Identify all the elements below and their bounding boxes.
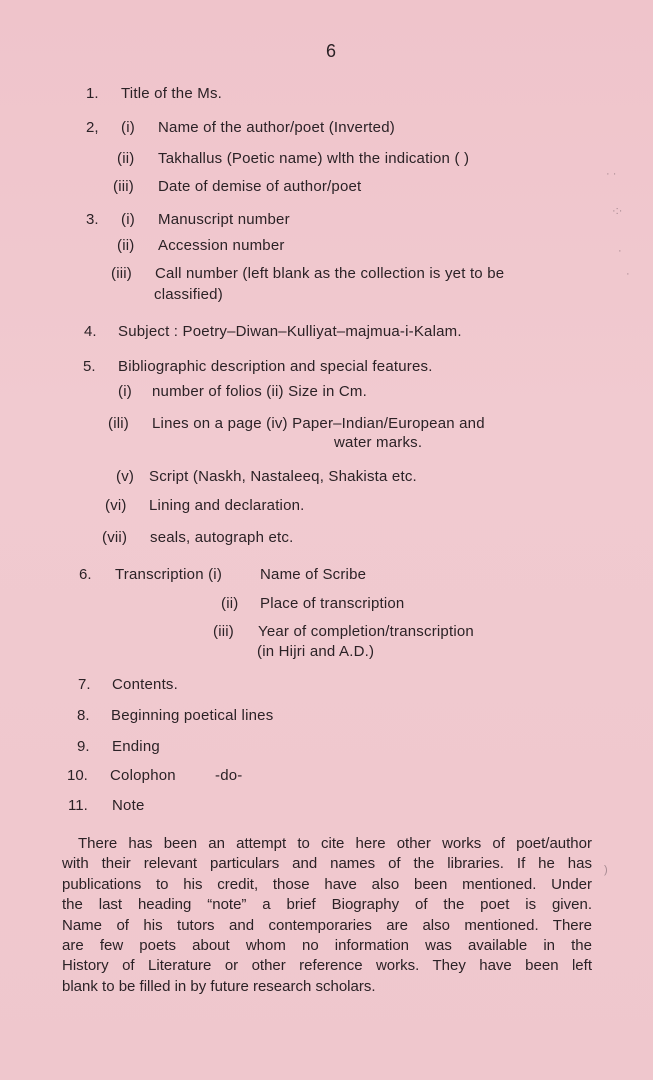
- item-5-i-text: number of folios (ii) Size in Cm.: [152, 383, 367, 400]
- item-5-v-text: Script (Naskh, Nastaleeq, Shakista etc.: [149, 468, 417, 485]
- item-11-number: 11.: [68, 797, 88, 814]
- item-6-number: 6.: [79, 566, 92, 583]
- item-9-text: Ending: [112, 738, 160, 755]
- scan-speck: ·:·: [612, 205, 623, 217]
- item-10-text: Colophon: [110, 767, 176, 784]
- page-number: 6: [326, 41, 337, 61]
- item-9-number: 9.: [77, 738, 90, 755]
- paragraph-line: with their relevant particulars and names of the libraries. If he has: [62, 855, 592, 873]
- item-10-number: 10.: [67, 767, 88, 784]
- item-5-i-number: (i): [118, 383, 132, 400]
- item-2-ii-number: (ii): [117, 150, 135, 167]
- paragraph-line: the last heading “note” a brief Biography of the poet is given.: [62, 896, 592, 914]
- paragraph-line: publications to his credit, those have also been mentioned. Under: [62, 875, 592, 893]
- item-3-ii-text: Accession number: [158, 237, 285, 254]
- item-5-iii-text: Lines on a page (iv) Paper–Indian/European and: [152, 415, 485, 432]
- item-5-vii-number: (vii): [102, 529, 128, 546]
- item-1-text: Title of the Ms.: [121, 85, 223, 102]
- item-5-vi-text: Lining and declaration.: [149, 497, 305, 514]
- item-2-ii-text: Takhallus (Poetic name) wlth the indication ( ): [158, 150, 470, 167]
- item-4-text: Subject : Poetry–Diwan–Kulliyat–majmua-i-Kalam.: [118, 323, 462, 340]
- item-11-text: Note: [112, 797, 145, 814]
- item-6-ii-text: Place of transcription: [260, 595, 405, 612]
- item-3-ii-number: (ii): [117, 237, 135, 254]
- item-6-iii-text-cont: (in Hijri and A.D.): [257, 643, 375, 660]
- item-7-number: 7.: [78, 676, 91, 693]
- item-7-text: Contents.: [112, 676, 179, 693]
- paragraph-line: History of Literature or other reference works. They have been left: [62, 957, 592, 975]
- item-3-number: 3.: [86, 211, 99, 228]
- item-5-vi-number: (vi): [105, 497, 127, 514]
- item-6-ii-number: (ii): [221, 595, 239, 612]
- item-3-iii-text-cont: classified): [154, 286, 223, 303]
- item-1-number: 1.: [86, 85, 99, 102]
- item-5-iv-text-cont: water marks.: [334, 434, 423, 451]
- item-6-text: Transcription (i): [115, 566, 223, 583]
- item-3-i-number: (i): [121, 211, 135, 228]
- item-3-iii-number: (iii): [111, 265, 132, 282]
- item-6-iii-text: Year of completion/transcription: [258, 623, 474, 640]
- scan-speck: · ·: [606, 168, 617, 180]
- paragraph-line: There has been an attempt to cite here other works of poet/author: [78, 835, 592, 852]
- item-5-vii-text: seals, autograph etc.: [150, 529, 294, 546]
- item-3-iii-text: Call number (left blank as the collection is yet to be: [155, 265, 505, 282]
- paragraph-line: Name of his tutors and contemporaries are also mentioned. There: [62, 916, 592, 934]
- item-4-number: 4.: [84, 323, 97, 340]
- item-2-i-text: Name of the author/poet (Inverted): [158, 119, 395, 136]
- paragraph-line: are few poets about whom no information was available in the: [62, 937, 592, 955]
- item-8-number: 8.: [77, 707, 90, 724]
- item-5-v-number: (v): [116, 468, 135, 485]
- paragraph-line: blank to be filled in by future research scholars.: [62, 977, 376, 995]
- item-2-number: 2,: [86, 119, 99, 136]
- item-3-i-text: Manuscript number: [158, 211, 290, 228]
- item-10-ditto: -do-: [215, 767, 243, 784]
- scan-speck: ·: [618, 245, 622, 257]
- item-6-i-text: Name of Scribe: [260, 566, 367, 583]
- scan-speck: ): [604, 864, 608, 876]
- item-8-text: Beginning poetical lines: [111, 707, 274, 724]
- note-paragraph: [62, 834, 592, 997]
- item-2-iii-text: Date of demise of author/poet: [158, 178, 362, 195]
- item-2-i-number: (i): [121, 119, 135, 136]
- scan-speck: ·: [626, 268, 630, 280]
- item-5-number: 5.: [83, 358, 96, 375]
- item-5-iii-number: (ili): [108, 415, 129, 432]
- item-2-iii-number: (iii): [113, 178, 134, 195]
- item-5-text: Bibliographic description and special features.: [118, 358, 433, 375]
- item-6-iii-number: (iii): [213, 623, 234, 640]
